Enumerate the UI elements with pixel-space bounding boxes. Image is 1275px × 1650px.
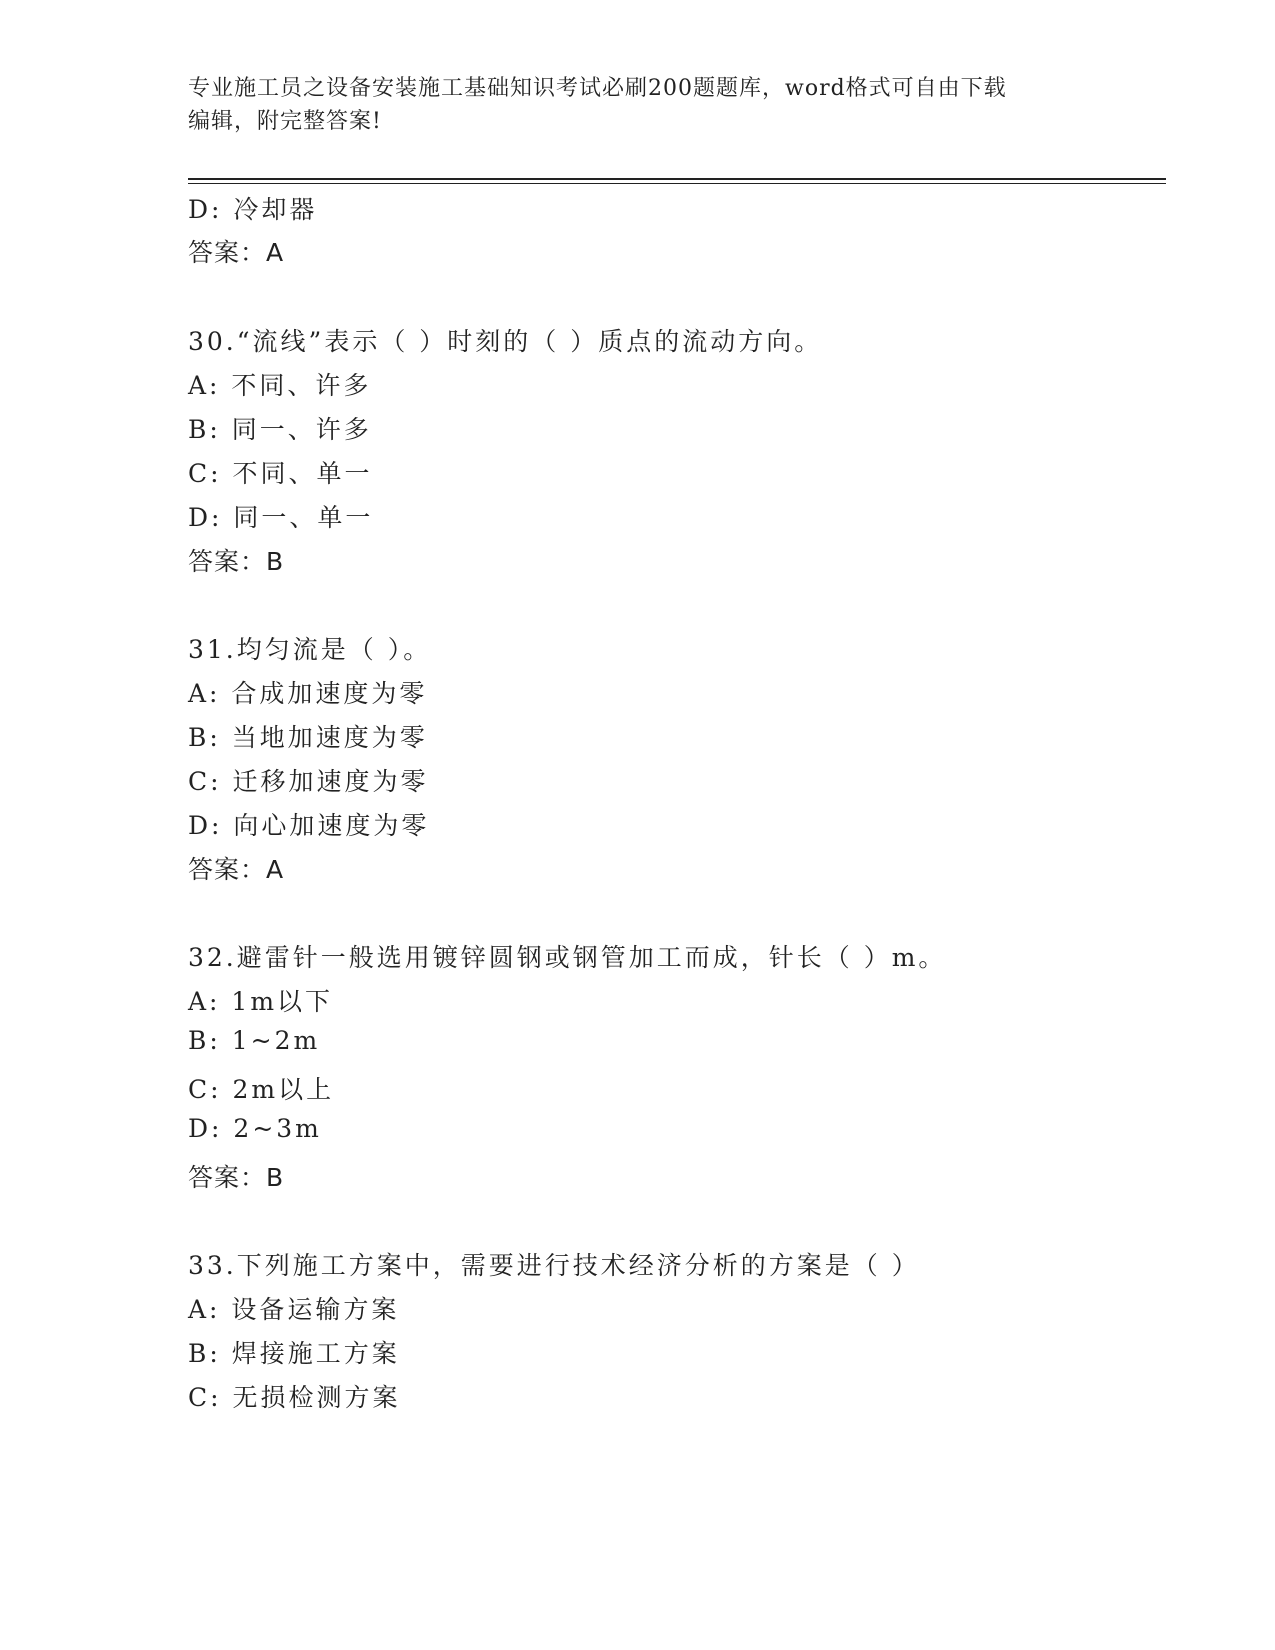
- option-a: A: 合成加速度为零: [188, 679, 428, 708]
- option-d: D: 冷却器: [188, 195, 318, 224]
- answer: 答案：B: [188, 1163, 285, 1192]
- option-c: C: 无损检测方案: [188, 1383, 401, 1412]
- option-a: A: 不同、许多: [188, 371, 372, 400]
- question-stem: 32.避雷针一般选用镀锌圆钢或钢管加工而成，针长（ ）m。: [188, 943, 947, 972]
- option-d: D: 向心加速度为零: [188, 811, 430, 840]
- option-c: C: 不同、单一: [188, 459, 373, 488]
- option-d: D: 2~3m: [188, 1114, 322, 1143]
- question-stem: 30.“流线”表示（ ）时刻的（ ）质点的流动方向。: [188, 327, 823, 356]
- option-b: B: 同一、许多: [188, 415, 372, 444]
- answer: 答案：A: [188, 855, 285, 884]
- option-d: D: 同一、单一: [188, 503, 374, 532]
- document-header: [188, 72, 1088, 138]
- option-c: C: 2m以上: [188, 1075, 335, 1104]
- answer: 答案：A: [188, 238, 285, 267]
- question-stem: 33.下列施工方案中，需要进行技术经济分析的方案是（ ）: [188, 1251, 920, 1280]
- option-b: B: 焊接施工方案: [188, 1339, 400, 1368]
- header-line-1: 专业施工员之设备安装施工基础知识考试必刷200题题库，word格式可自由下载: [188, 76, 1007, 101]
- option-a: A: 设备运输方案: [188, 1295, 400, 1324]
- header-divider-thick: [188, 178, 1166, 180]
- header-line-2: 编辑，附完整答案!: [188, 109, 382, 134]
- option-b: B: 1~2m: [188, 1026, 321, 1055]
- header-divider-thin: [188, 183, 1166, 184]
- option-b: B: 当地加速度为零: [188, 723, 428, 752]
- question-stem: 31.均匀流是（ ）。: [188, 635, 432, 664]
- option-c: C: 迁移加速度为零: [188, 767, 429, 796]
- option-a: A: 1m以下: [188, 987, 334, 1016]
- answer: 答案：B: [188, 547, 285, 576]
